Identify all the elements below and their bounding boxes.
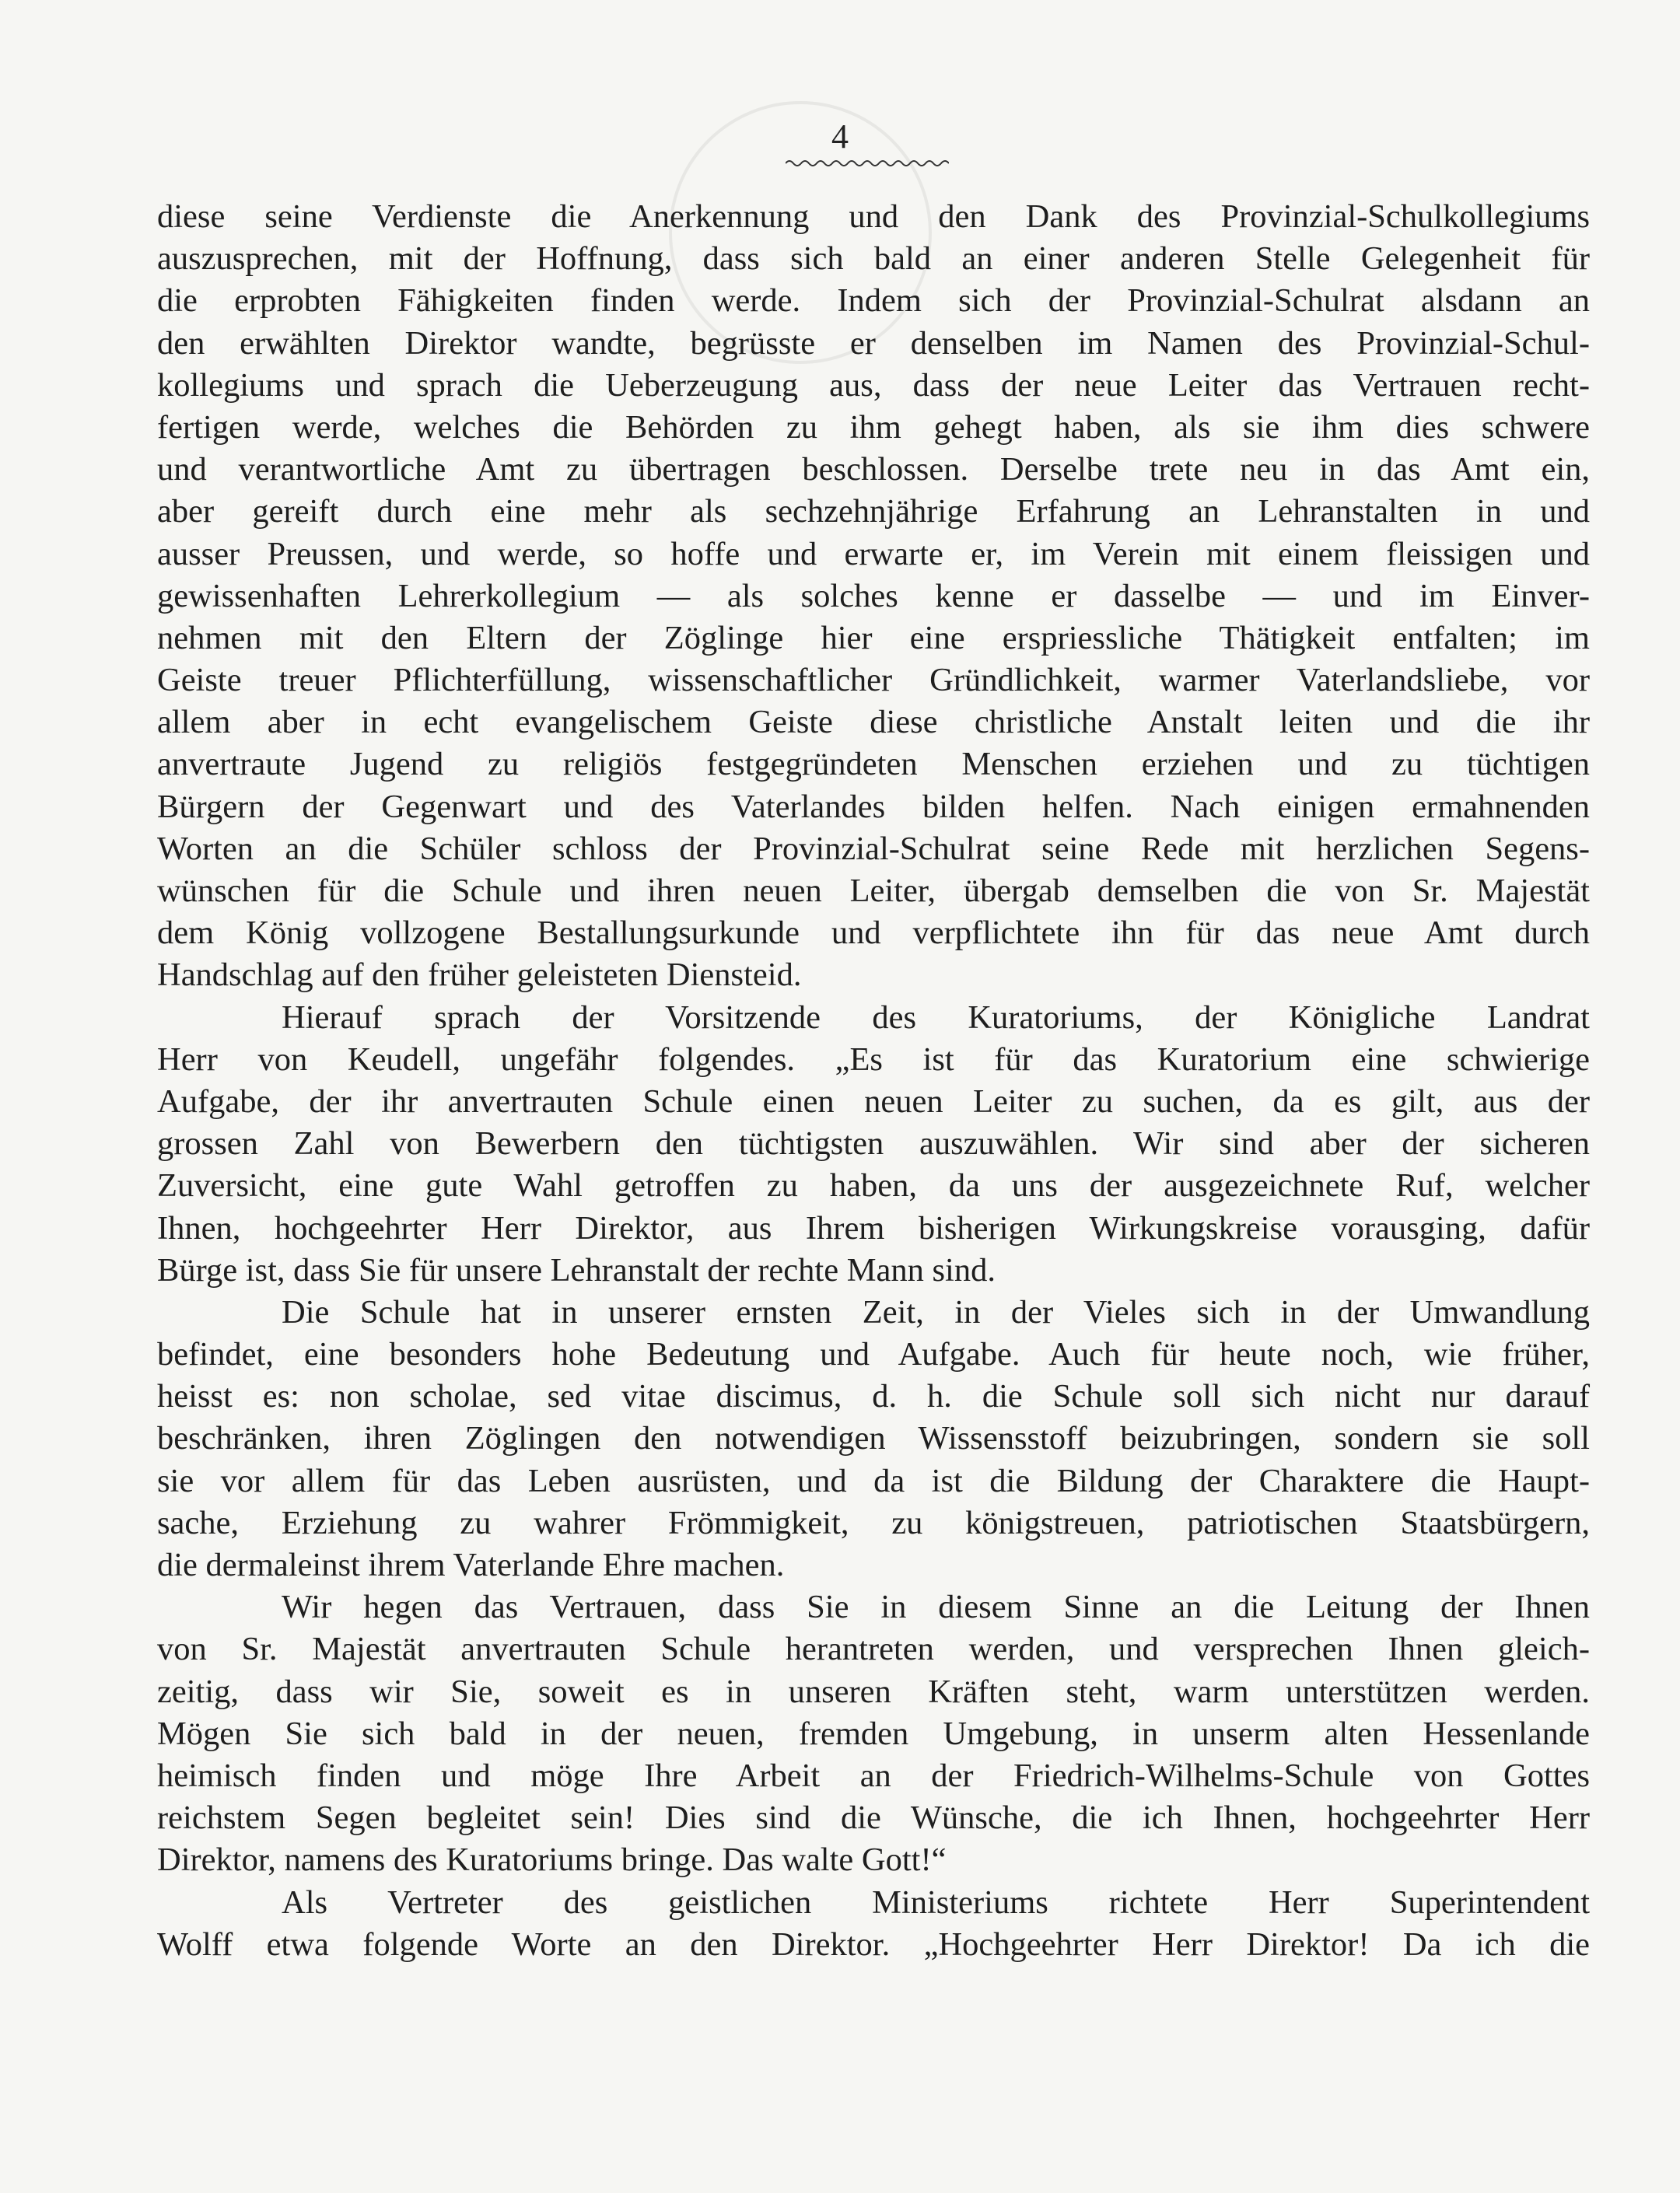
text-line: heisst es: non scholae, sed vitae discimus, d. h. die Schule soll sich nicht nur darauf [157,1378,1590,1415]
text-line: befindet, eine besonders hohe Bedeutung und Aufgabe. Auch für heute noch, wie früher, [157,1336,1590,1373]
text-line: die dermaleinst ihrem Vaterlande Ehre machen. [157,1547,785,1583]
text-line: reichstem Segen begleitet sein! Dies sind die Wünsche, die ich Ihnen, hochgeehrter Herr [157,1800,1590,1837]
text-line: Worten an die Schüler schloss der Provinzial-Schulrat seine Rede mit herzlichen Segens- [157,830,1590,867]
text-line: Die Schule hat in unserer ernsten Zeit, in der Vieles sich in der Umwandlung [282,1293,1590,1331]
text-line: diese seine Verdienste die Anerkennung und den Dank des Provinzial-Schulkollegiums [157,198,1590,235]
text-line: dem König vollzogene Bestallungsurkunde und verpflichtete ihn für das neue Amt durch [157,915,1590,952]
body-text [157,196,1590,1966]
text-line: gewissenhaften Lehrerkollegium — als solches kenne er dasselbe — und im Einver- [157,577,1590,614]
text-line: Zuversicht, eine gute Wahl getroffen zu haben, da uns der ausgezeichnete Ruf, welcher [157,1167,1590,1205]
text-line: Herr von Keudell, ungefähr folgendes. „Es ist für das Kuratorium eine schwierige [157,1041,1590,1078]
text-line: kollegiums und sprach die Ueberzeugung aus, dass der neue Leiter das Vertrauen recht- [157,366,1590,404]
text-line: zeitig, dass wir Sie, soweit es in unseren Kräften steht, warm unterstützen werden. [157,1673,1590,1710]
text-line: ausser Preussen, und werde, so hoffe und erwarte er, im Verein mit einem fleissigen und [157,535,1590,572]
text-line: den erwählten Direktor wandte, begrüsste er denselben im Namen des Provinzial-Schul- [157,324,1590,362]
text-line: von Sr. Majestät anvertrauten Schule herantreten werden, und versprechen Ihnen gleich- [157,1631,1590,1668]
text-line: auszusprechen, mit der Hoffnung, dass sich bald an einer anderen Stelle Gelegenheit für [157,240,1590,278]
text-line: die erprobten Fähigkeiten finden werde. Indem sich der Provinzial-Schulrat alsdann an [157,282,1590,320]
text-line: aber gereift durch eine mehr als sechzehnjährige Erfahrung an Lehranstalten in und [157,493,1590,530]
text-line: sie vor allem für das Leben ausrüsten, und da ist die Bildung der Charaktere die Haupt- [157,1462,1590,1499]
text-line: Wir hegen das Vertrauen, dass Sie in diesem Sinne an die Leitung der Ihnen [282,1589,1590,1626]
text-line: Handschlag auf den früher geleisteten Diensteid. [157,957,802,994]
text-line: allem aber in echt evangelischem Geiste diese christliche Anstalt leiten und die ihr [157,704,1590,741]
text-line: beschränken, ihren Zöglingen den notwendigen Wissensstoff beizubringen, sondern sie soll [157,1420,1590,1457]
text-line: Bürge ist, dass Sie für unsere Lehranstalt der rechte Mann sind. [157,1251,996,1289]
text-line: Direktor, namens des Kuratoriums bringe. Das walte Gott!“ [157,1841,947,1879]
decorative-wavy-rule [786,156,949,171]
text-line: wünschen für die Schule und ihren neuen Leiter, übergab demselben die von Sr. Majestät [157,873,1590,909]
text-line: Aufgabe, der ihr anvertrauten Schule einen neuen Leiter zu suchen, da es gilt, aus der [157,1083,1590,1120]
text-line: sache, Erziehung zu wahrer Frömmigkeit, zu königstreuen, patriotischen Staatsbürgern, [157,1504,1590,1541]
text-line: Geiste treuer Pflichterfüllung, wissenschaftlicher Gründlichkeit, warmer Vaterlandsliebe, vor [157,662,1590,699]
text-line: grossen Zahl von Bewerbern den tüchtigsten auszuwählen. Wir sind aber der sicheren [157,1125,1590,1163]
text-line: Ihnen, hochgeehrter Herr Direktor, aus Ihrem bisherigen Wirkungskreise vorausging, dafür [157,1209,1590,1247]
text-line: heimisch finden und möge Ihre Arbeit an der Friedrich-Wilhelms-Schule von Gottes [157,1757,1590,1794]
page-number: 4 [831,117,849,156]
text-line: und verantwortliche Amt zu übertragen beschlossen. Derselbe trete neu in das Amt ein, [157,451,1590,488]
text-line: Als Vertreter des geistlichen Ministeriums richtete Herr Superintendent [282,1883,1590,1921]
text-line: Mögen Sie sich bald in der neuen, fremden Umgebung, in unserm alten Hessenlande [157,1715,1590,1752]
text-line: anvertraute Jugend zu religiös festgegründeten Menschen erziehen und zu tüchtigen [157,746,1590,783]
text-line: Hierauf sprach der Vorsitzende des Kuratoriums, der Königliche Landrat [282,999,1590,1036]
text-line: fertigen werde, welches die Behörden zu ihm gehegt haben, als sie ihm dies schwere [157,408,1590,446]
text-line: nehmen mit den Eltern der Zöglinge hier eine erspriessliche Thätigkeit entfalten; im [157,619,1590,656]
text-line: Bürgern der Gegenwart und des Vaterlandes bilden helfen. Nach einigen ermahnenden [157,788,1590,825]
text-line: Wolff etwa folgende Worte an den Direktor. „Hochgeehrter Herr Direktor! Da ich die [157,1925,1590,1963]
